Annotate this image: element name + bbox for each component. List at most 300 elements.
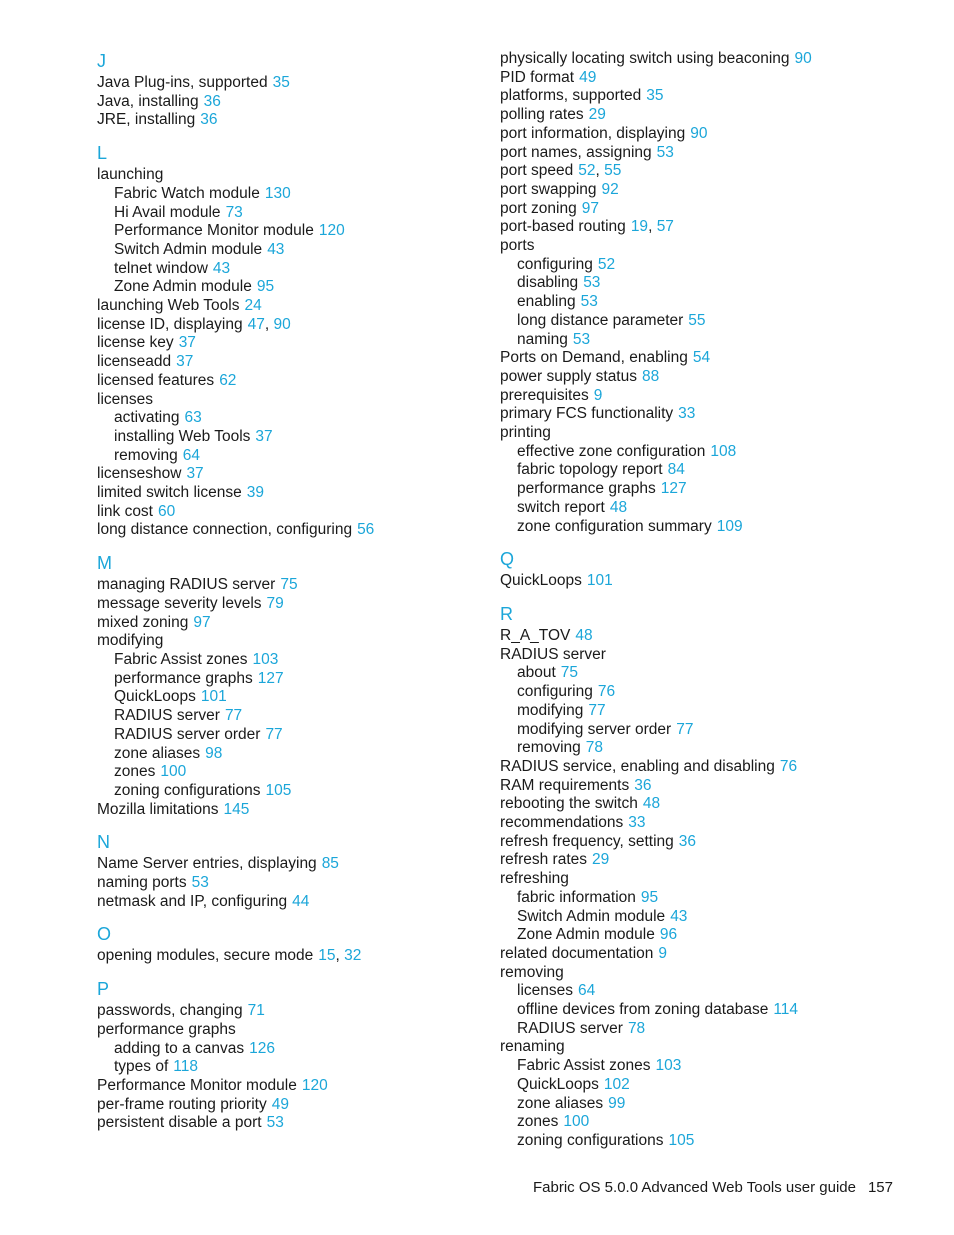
page-link[interactable]: 77 <box>224 707 243 725</box>
page-refs <box>266 782 292 799</box>
page-link[interactable]: 43 <box>670 907 688 925</box>
page-refs <box>160 763 186 780</box>
entry-term: physically locating switch using beaconing <box>500 50 790 67</box>
page-refs <box>586 739 603 756</box>
index-subentry <box>500 461 920 480</box>
index-subentry <box>97 409 477 428</box>
page-link[interactable]: 75 <box>280 576 298 594</box>
index-subentry <box>500 721 920 740</box>
entry-term: per-frame routing priority <box>97 1095 267 1113</box>
entry-term: Switch Admin module <box>114 240 263 258</box>
index-section <box>97 978 477 1133</box>
page-refs <box>598 683 615 700</box>
page-link[interactable]: 75 <box>560 664 579 682</box>
index-entry <box>500 237 920 256</box>
page-refs <box>204 93 221 110</box>
index-subentry <box>500 1095 920 1114</box>
entry-term: Fabric Assist zones <box>517 1057 651 1075</box>
index-entry <box>97 93 477 112</box>
page-refs <box>193 614 210 631</box>
section-letter: R <box>500 603 513 624</box>
page-link[interactable]: 78 <box>627 1019 646 1037</box>
page-link[interactable]: 19 <box>630 218 649 236</box>
page-link[interactable]: 53 <box>266 1114 284 1132</box>
page-link[interactable]: 105 <box>265 781 292 799</box>
page-link[interactable]: 73 <box>225 203 243 221</box>
page-link[interactable]: 36 <box>678 832 696 850</box>
page-link[interactable]: 9 <box>658 944 668 962</box>
page-link[interactable]: 101 <box>586 572 613 590</box>
page-refs <box>319 222 345 239</box>
page-link[interactable]: 98 <box>205 744 223 762</box>
page-refs <box>267 241 284 258</box>
index-entry <box>500 870 920 889</box>
page-refs: 15, 32 <box>318 947 362 965</box>
entry-term: configuring <box>517 255 593 273</box>
entry-term: link cost <box>97 502 153 520</box>
entry-term: zoning configurations <box>114 781 261 799</box>
entry-term: licenses <box>97 390 153 408</box>
page-refs <box>581 293 598 310</box>
page-refs <box>587 572 613 589</box>
page-refs <box>602 181 619 198</box>
index-subentry <box>500 480 920 499</box>
page-link[interactable]: 49 <box>579 68 597 86</box>
index-entry <box>97 111 477 130</box>
page-link[interactable]: 35 <box>272 74 290 91</box>
page-refs <box>205 745 222 762</box>
index-section <box>97 831 477 911</box>
page-refs <box>302 1077 328 1094</box>
page-link[interactable]: 39 <box>246 484 264 502</box>
page-link[interactable]: 55 <box>604 162 622 180</box>
index-subentry <box>97 204 477 223</box>
page-refs <box>660 926 677 943</box>
page-refs <box>668 461 685 478</box>
page-link[interactable]: 78 <box>585 739 603 757</box>
entry-term: passwords, changing <box>97 1002 243 1020</box>
page-link[interactable]: 24 <box>244 297 262 315</box>
index-subentry <box>97 726 477 745</box>
page-refs <box>643 795 660 812</box>
page-link[interactable]: 118 <box>173 1058 198 1076</box>
index-section <box>500 603 920 1151</box>
page-link[interactable]: 9 <box>593 386 603 404</box>
entry-term: launching <box>97 166 164 184</box>
page-refs <box>634 777 651 794</box>
page-refs <box>583 274 600 291</box>
page-link[interactable]: 101 <box>200 688 227 706</box>
page-refs <box>780 758 797 775</box>
page-refs <box>578 982 595 999</box>
page-link[interactable]: 37 <box>178 334 196 352</box>
entry-term: printing <box>500 424 551 442</box>
page-refs <box>219 372 236 389</box>
entry-term: activating <box>114 409 180 427</box>
entry-term: QuickLoops <box>114 688 196 706</box>
page-link[interactable]: 95 <box>256 278 275 296</box>
index-subentry <box>97 707 477 726</box>
page-refs <box>200 111 217 128</box>
index-entry <box>500 387 920 406</box>
entry-term: fabric topology report <box>517 461 663 479</box>
page-link[interactable]: 54 <box>692 349 711 367</box>
index-entry <box>97 353 477 372</box>
index-entry <box>97 855 477 874</box>
index-entry <box>97 1002 477 1021</box>
page-link[interactable]: 29 <box>588 106 606 124</box>
page-link[interactable]: 36 <box>200 111 218 129</box>
index-entry <box>500 646 920 665</box>
entry-term: Performance Monitor module <box>114 222 314 240</box>
entry-term: naming <box>517 330 568 348</box>
index-entry <box>500 424 920 443</box>
index-entry <box>500 144 920 163</box>
page-refs <box>186 465 203 482</box>
index-subentry <box>97 185 477 204</box>
entry-term: performance graphs <box>97 1020 236 1038</box>
page-link[interactable]: 43 <box>212 259 231 277</box>
entry-term: launching Web Tools <box>97 297 240 315</box>
page-link[interactable]: 103 <box>252 650 279 668</box>
page-link[interactable]: 120 <box>301 1076 328 1094</box>
entry-term: removing <box>114 446 178 464</box>
entry-term: about <box>517 664 556 682</box>
page-link[interactable]: 120 <box>318 222 345 240</box>
entry-term: limited switch license <box>97 484 242 502</box>
index-subentry <box>97 688 477 707</box>
entry-term: renaming <box>500 1038 565 1056</box>
entry-term: JRE, installing <box>97 111 196 129</box>
page-refs <box>322 855 339 872</box>
index-entry <box>97 1077 477 1096</box>
index-subentry <box>97 745 477 764</box>
page-refs <box>628 814 645 831</box>
entry-term: licenseshow <box>97 465 182 483</box>
page-refs <box>201 688 227 705</box>
entry-term: mixed zoning <box>97 613 189 631</box>
page-link[interactable]: 88 <box>642 367 660 385</box>
page-link[interactable]: 84 <box>667 461 685 479</box>
page-link[interactable]: 60 <box>158 502 176 520</box>
index-subentry <box>500 1113 920 1132</box>
index-subentry <box>500 664 920 683</box>
index-section <box>97 142 477 540</box>
entry-term: performance graphs <box>114 669 253 687</box>
index-entry <box>500 814 920 833</box>
page-link[interactable]: 37 <box>186 465 204 483</box>
page-link[interactable]: 95 <box>640 888 659 906</box>
index-entry <box>500 777 920 796</box>
page-link[interactable]: 97 <box>581 199 599 217</box>
entry-term: enabling <box>517 293 576 311</box>
index-subentry <box>500 331 920 350</box>
index-subentry <box>500 908 920 927</box>
entry-term: refreshing <box>500 870 569 888</box>
page-link[interactable]: 33 <box>678 405 696 423</box>
page-refs <box>676 721 693 738</box>
index-section <box>97 552 477 819</box>
page-link[interactable]: 29 <box>592 851 610 869</box>
page-link[interactable]: 99 <box>608 1094 626 1112</box>
page-link[interactable]: 53 <box>191 874 209 892</box>
page-refs <box>223 801 249 818</box>
page-link[interactable]: 32 <box>344 947 362 965</box>
page-refs <box>679 833 696 850</box>
entry-term: switch report <box>517 498 605 516</box>
page-link[interactable]: 53 <box>580 293 598 311</box>
page-link[interactable]: 36 <box>634 776 652 794</box>
page-link[interactable]: 108 <box>710 442 737 460</box>
index-entry <box>97 947 477 966</box>
entry-term: recommendations <box>500 814 624 832</box>
entry-term: port names, assigning <box>500 143 652 161</box>
entry-term: long distance parameter <box>517 311 684 329</box>
index-entry <box>500 125 920 144</box>
entry-term: modifying <box>517 701 584 719</box>
entry-term: Zone Admin module <box>517 926 655 944</box>
index-entry <box>500 964 920 983</box>
page-refs <box>267 1114 284 1131</box>
page-link[interactable]: 48 <box>609 498 628 516</box>
page-refs <box>183 447 200 464</box>
entry-term: port-based routing <box>500 218 626 236</box>
index-subentry <box>97 782 477 801</box>
index-entry <box>97 576 477 595</box>
index-column-right <box>500 50 920 1151</box>
page-link[interactable]: 52 <box>597 255 616 273</box>
index-subentry <box>500 683 920 702</box>
page-refs <box>225 707 242 724</box>
entry-term: managing RADIUS server <box>97 576 276 594</box>
page-refs <box>573 331 590 348</box>
page-link[interactable]: 37 <box>176 353 194 371</box>
page-link[interactable]: 90 <box>690 124 708 142</box>
entry-term: RADIUS service, enabling and disabling <box>500 757 775 775</box>
entry-term: fabric information <box>517 888 636 906</box>
page-refs <box>592 851 609 868</box>
index-entry <box>97 166 477 185</box>
page-link[interactable]: 90 <box>794 50 812 67</box>
entry-term: RADIUS server order <box>114 725 261 743</box>
page-refs <box>795 50 812 67</box>
index-entry <box>97 316 477 335</box>
page-link[interactable]: 77 <box>588 701 606 719</box>
page-refs <box>255 428 272 445</box>
page-refs <box>588 702 605 719</box>
page-link[interactable]: 109 <box>716 517 743 535</box>
index-entry <box>97 74 477 93</box>
page-link[interactable]: 114 <box>773 1001 799 1019</box>
index-subentry <box>500 889 920 908</box>
page-refs <box>604 1076 630 1093</box>
entry-term: Java, installing <box>97 92 199 110</box>
page-link[interactable]: 71 <box>247 1002 265 1020</box>
page-link[interactable]: 53 <box>572 330 591 348</box>
index-entry <box>97 484 477 503</box>
page-refs <box>176 353 193 370</box>
entry-term: R_A_TOV <box>500 626 571 644</box>
page-link[interactable]: 85 <box>321 855 339 873</box>
index-entry <box>97 521 477 540</box>
page-link[interactable]: 53 <box>656 143 674 161</box>
page-link[interactable]: 36 <box>203 92 221 110</box>
index-subentry <box>97 447 477 466</box>
entry-term: Mozilla limitations <box>97 800 219 818</box>
page-link[interactable]: 130 <box>264 184 291 202</box>
page-link[interactable]: 56 <box>357 521 375 539</box>
page-link[interactable]: 79 <box>266 594 284 612</box>
index-entry <box>97 801 477 820</box>
page-link[interactable]: 37 <box>255 427 273 445</box>
page-link[interactable]: 47 <box>247 315 265 333</box>
page-link[interactable]: 62 <box>219 371 237 389</box>
index-entry <box>500 627 920 646</box>
page-link[interactable]: 49 <box>271 1095 289 1113</box>
page-refs <box>563 1113 589 1130</box>
entry-term: telnet window <box>114 259 208 277</box>
entry-term: license key <box>97 334 174 352</box>
entry-term: modifying <box>97 632 164 650</box>
page-refs <box>357 521 374 538</box>
page-refs: 52, 55 <box>578 162 622 180</box>
index-entry <box>97 595 477 614</box>
page-link[interactable]: 127 <box>660 480 687 498</box>
page-refs <box>656 1057 682 1074</box>
page-link[interactable]: 44 <box>292 892 310 910</box>
index-entry <box>97 893 477 912</box>
index-entry <box>97 1096 477 1115</box>
page-link[interactable]: 145 <box>223 800 250 818</box>
page-link[interactable]: 43 <box>267 240 285 258</box>
page-link[interactable]: 100 <box>563 1113 590 1131</box>
index-subentry <box>500 1076 920 1095</box>
entry-term: Fabric Assist zones <box>114 650 248 668</box>
page-refs <box>688 312 705 329</box>
page-link[interactable]: 103 <box>655 1057 682 1075</box>
page-link[interactable]: 97 <box>193 613 211 631</box>
page-link[interactable]: 52 <box>578 162 596 180</box>
page-link[interactable]: 55 <box>688 311 706 329</box>
entry-term: port zoning <box>500 199 577 217</box>
page-link[interactable]: 35 <box>646 87 664 105</box>
page-link[interactable]: 76 <box>779 757 798 775</box>
index-entry <box>500 106 920 125</box>
section-letter: P <box>97 979 110 1000</box>
entry-term: polling rates <box>500 106 584 124</box>
section-letter: N <box>97 832 110 853</box>
entry-term: related documentation <box>500 944 654 962</box>
page-refs <box>213 260 230 277</box>
page-link[interactable]: 96 <box>659 926 678 944</box>
entry-term: naming ports <box>97 874 187 892</box>
index-entry <box>97 614 477 633</box>
entry-term: RAM requirements <box>500 776 630 794</box>
page-footer <box>533 1179 893 1197</box>
page-link[interactable]: 48 <box>642 795 661 813</box>
entry-term: zones <box>517 1113 559 1131</box>
entry-term: performance graphs <box>517 480 656 498</box>
index-entry <box>500 349 920 368</box>
page-link[interactable]: 64 <box>578 982 596 1000</box>
page-refs <box>575 627 592 644</box>
entry-term: message severity levels <box>97 594 262 612</box>
entry-term: PID format <box>500 68 575 86</box>
page-refs <box>248 1002 265 1019</box>
page-link[interactable]: 77 <box>265 725 283 743</box>
entry-term: adding to a canvas <box>114 1039 245 1057</box>
entry-term: licenses <box>517 982 573 1000</box>
entry-term: Ports on Demand, enabling <box>500 349 688 367</box>
index-entry <box>97 391 477 410</box>
page-link[interactable]: 92 <box>601 180 619 198</box>
index-section <box>500 548 920 591</box>
page-refs <box>608 1095 625 1112</box>
page-link[interactable]: 127 <box>257 669 284 687</box>
index-subentry <box>500 1132 920 1151</box>
page-link[interactable]: 15 <box>318 947 336 965</box>
index-entry <box>500 945 920 964</box>
page-link[interactable]: 76 <box>597 683 616 701</box>
entry-term: Name Server entries, displaying <box>97 855 317 873</box>
page-refs <box>594 387 603 404</box>
index-subentry <box>97 763 477 782</box>
page-refs <box>658 945 667 962</box>
page-refs <box>579 69 596 86</box>
page-refs <box>693 349 710 366</box>
page-link[interactable]: 53 <box>583 274 601 292</box>
page-refs <box>249 1040 275 1057</box>
index-subentry <box>97 428 477 447</box>
page-link[interactable]: 105 <box>668 1131 695 1149</box>
page-link[interactable]: 100 <box>160 763 187 781</box>
index-subentry <box>500 274 920 293</box>
section-letter: J <box>97 51 106 71</box>
page-link[interactable]: 102 <box>603 1075 630 1093</box>
entry-term: power supply status <box>500 367 637 385</box>
page-link[interactable]: 33 <box>628 814 646 832</box>
footer-title: Fabric OS 5.0.0 Advanced Web Tools user guide <box>533 1179 856 1196</box>
index-entry <box>500 405 920 424</box>
entry-term: Performance Monitor module <box>97 1076 297 1094</box>
page-refs <box>642 368 659 385</box>
entry-term: Hi Avail module <box>114 203 221 221</box>
page-link[interactable]: 126 <box>249 1039 275 1057</box>
index-subentry <box>97 260 477 279</box>
page-link[interactable]: 48 <box>575 626 593 644</box>
entry-term: zones <box>114 763 156 781</box>
page-link[interactable]: 77 <box>676 720 694 738</box>
page-link[interactable]: 90 <box>273 315 291 333</box>
index-subentry <box>97 1058 477 1077</box>
page-refs <box>292 893 309 910</box>
page-refs <box>179 334 196 351</box>
page-refs <box>670 908 687 925</box>
page-link[interactable]: 64 <box>182 446 200 464</box>
page-refs <box>280 576 297 593</box>
page-refs <box>257 278 274 295</box>
index-subentry <box>500 702 920 721</box>
entry-term: zone configuration summary <box>517 517 712 535</box>
index-subentry <box>500 312 920 331</box>
entry-term: platforms, supported <box>500 87 642 105</box>
index-entry <box>97 1114 477 1133</box>
index-subentry <box>500 256 920 275</box>
page-refs <box>267 595 284 612</box>
entry-term: port swapping <box>500 180 597 198</box>
page-link[interactable]: 63 <box>184 409 202 427</box>
page-link[interactable]: 57 <box>656 218 674 236</box>
